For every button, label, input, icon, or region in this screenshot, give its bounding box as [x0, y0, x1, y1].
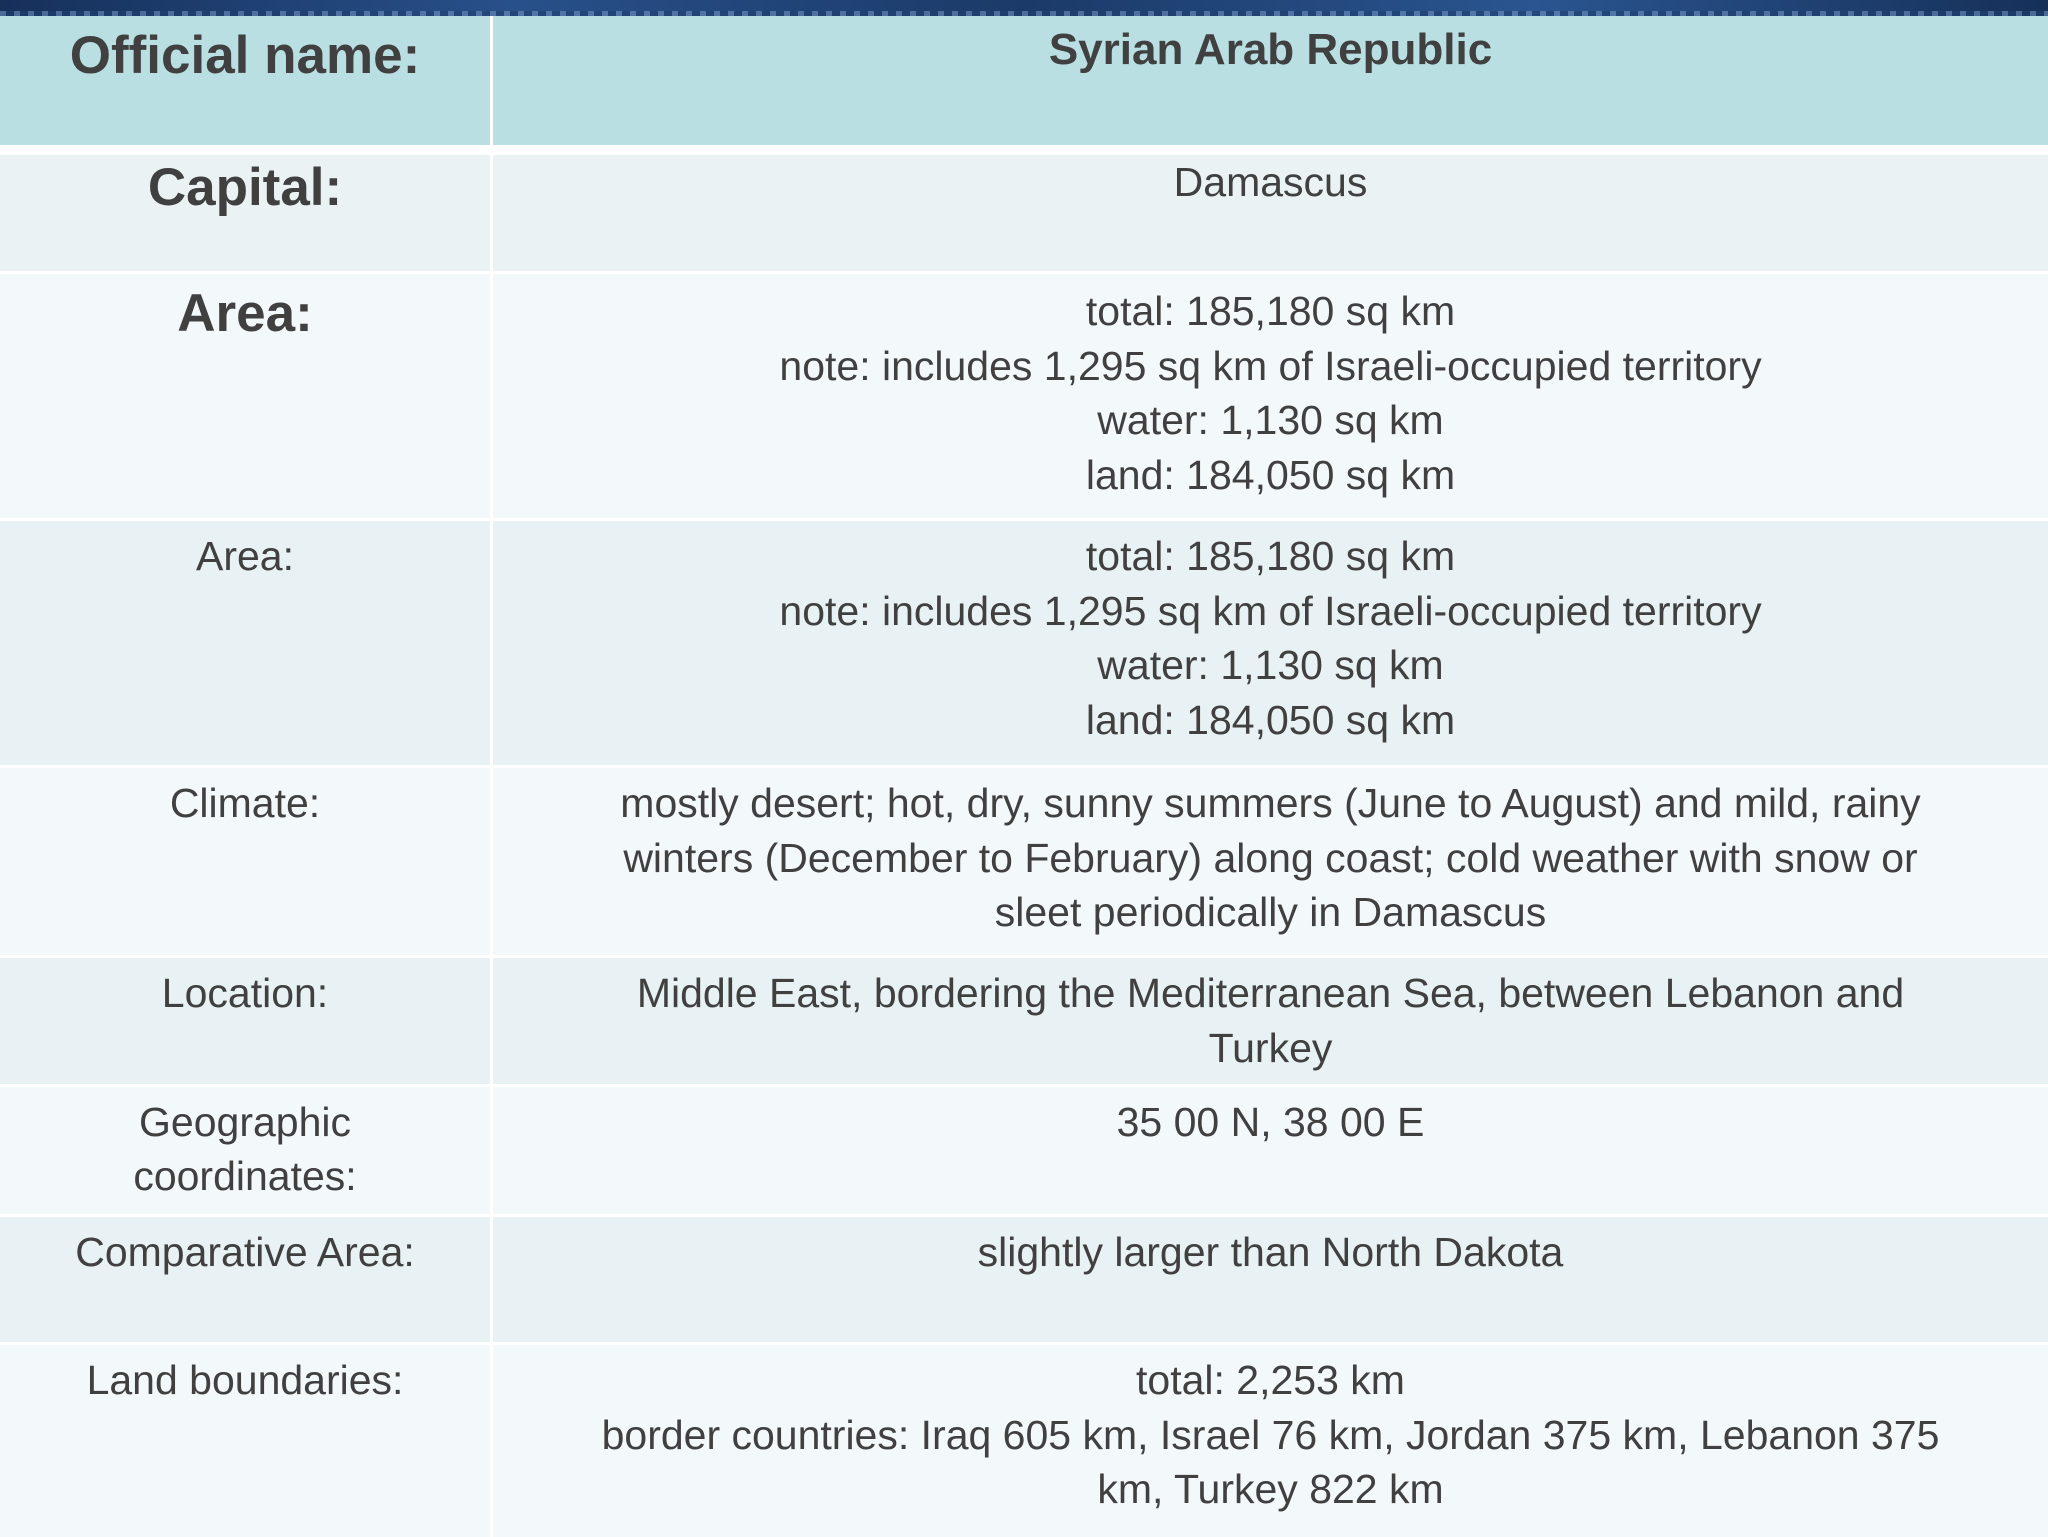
land-boundaries-line: km, Turkey 822 km — [1097, 1466, 1444, 1512]
capital-line: Damascus — [1173, 159, 1368, 205]
climate-line: sleet periodically in Damascus — [994, 889, 1547, 935]
geographic-coordinates-label-line: coordinates: — [133, 1153, 357, 1199]
table-row-capital — [0, 148, 2048, 274]
area-line: note: includes 1,295 sq km of Israeli-occupied territory — [779, 587, 1762, 634]
location-label: Location: — [0, 958, 493, 1084]
area-bold-line: note: includes 1,295 sq km of Israeli-occupied territory — [779, 342, 1762, 389]
climate-line: mostly desert; hot, dry, sunny summers (June to August) and mild, rainy — [620, 780, 1921, 826]
table-row-area-bold — [0, 274, 2048, 521]
area-line: water: 1,130 sq km — [1097, 642, 1444, 688]
capital-value — [493, 155, 2048, 271]
area-bold-value — [493, 274, 2048, 518]
climate-value — [493, 768, 2048, 955]
area-bold-line: total: 185,180 sq km — [1085, 288, 1456, 334]
capital-label: Capital: — [0, 155, 493, 271]
land-boundaries-line: total: 2,253 km — [1136, 1357, 1405, 1403]
area-label: Area: — [0, 521, 493, 765]
area-bold-label: Area: — [0, 274, 493, 518]
country-facts-table — [0, 16, 2048, 1537]
area-bold-line: land: 184,050 sq km — [1085, 451, 1456, 498]
top-banner — [0, 0, 2048, 16]
land-boundaries-line: border countries: Iraq 605 km, Israel 76 km, Jordan 375 km, Lebanon 375 — [601, 1411, 1940, 1458]
area-bold-line: water: 1,130 sq km — [1097, 397, 1444, 443]
table-row-land-boundaries — [0, 1345, 2048, 1537]
land-boundaries-value — [493, 1345, 2048, 1537]
comparative-area-line: slightly larger than North Dakota — [977, 1229, 1564, 1275]
area-line: land: 184,050 sq km — [1085, 696, 1456, 743]
climate-line: winters (December to February) along coast; cold weather with snow or — [623, 834, 1918, 881]
geographic-coordinates-label — [0, 1087, 493, 1214]
geographic-coordinates-value — [493, 1087, 2048, 1214]
location-line: Turkey — [1208, 1024, 1333, 1071]
table-row-area — [0, 521, 2048, 768]
official-name-label: Official name: — [0, 16, 493, 145]
location-value — [493, 958, 2048, 1084]
table-row-comparative-area — [0, 1217, 2048, 1345]
climate-label: Climate: — [0, 768, 493, 955]
table-row-official-name — [0, 16, 2048, 148]
geographic-coordinates-label-line: Geographic — [139, 1099, 351, 1145]
official-name-line: Syrian Arab Republic — [1048, 25, 1493, 74]
table-row-geographic-coordinates — [0, 1087, 2048, 1217]
comparative-area-value — [493, 1217, 2048, 1342]
location-line: Middle East, bordering the Mediterranean Sea, between Lebanon and — [636, 970, 1905, 1016]
comparative-area-label: Comparative Area: — [0, 1217, 493, 1342]
table-row-climate — [0, 768, 2048, 958]
area-value — [493, 521, 2048, 765]
official-name-value — [493, 16, 2048, 145]
land-boundaries-label: Land boundaries: — [0, 1345, 493, 1537]
geographic-coordinates-line: 35 00 N, 38 00 E — [1116, 1099, 1425, 1145]
area-line: total: 185,180 sq km — [1085, 533, 1456, 579]
table-row-location — [0, 958, 2048, 1087]
